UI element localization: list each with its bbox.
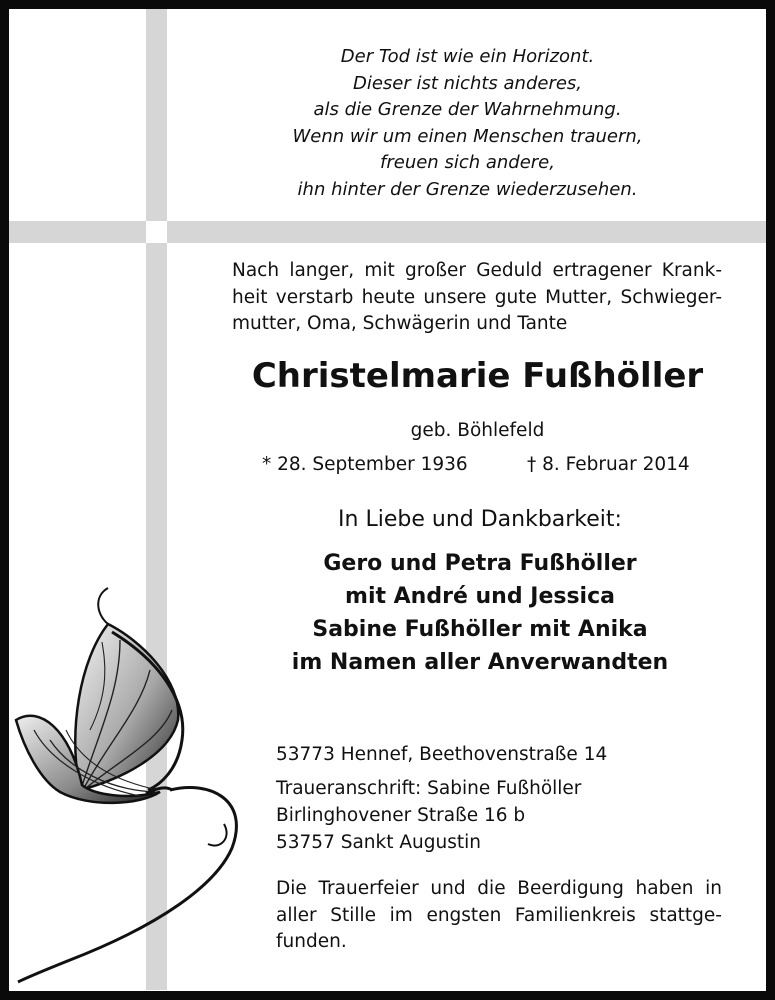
- closing-line: funden.: [276, 931, 347, 952]
- family-line: mit André und Jessica: [345, 584, 615, 609]
- butterfly-icon: [10, 580, 250, 990]
- closing-line: Die Trauerfeier und die Beerdigung haben in: [276, 878, 722, 899]
- family-line: Sabine Fußhöller mit Anika: [312, 617, 648, 642]
- deceased-name: Christelmarie Fußhöller: [251, 356, 704, 396]
- poem-line: ihn hinter der Grenze wiederzusehen.: [297, 178, 638, 200]
- birth-date: * 28. September 1936: [262, 454, 468, 475]
- mourning-address-line: Birlinghovener Straße 16 b: [276, 805, 526, 826]
- mourning-address: [276, 775, 581, 856]
- poem-line: Dieser ist nichts anderes,: [352, 72, 583, 94]
- intro-line: mutter, Oma, Schwägerin und Tante: [232, 313, 568, 334]
- family-line: im Namen aller Anverwandten: [291, 650, 669, 675]
- death-date: † 8. Februar 2014: [527, 454, 690, 475]
- mourning-address-line: 53757 Sankt Augustin: [276, 832, 481, 853]
- mourning-address-line: Traueranschrift: Sabine Fußhöller: [276, 778, 582, 799]
- poem-line: Der Tod ist wie ein Horizont.: [340, 46, 595, 67]
- family-line: Gero und Petra Fußhöller: [323, 551, 637, 576]
- poem-line: als die Grenze der Wahrnehmung.: [313, 99, 622, 120]
- intro-text: [232, 258, 722, 338]
- family-list: [200, 547, 760, 679]
- home-address: 53773 Hennef, Beethovenstraße 14: [276, 744, 608, 765]
- closing-line: aller Stille im engsten Familienkreis stattge-: [276, 904, 722, 926]
- love-line: In Liebe und Dankbarkeit:: [338, 507, 622, 532]
- closing-text: [276, 876, 722, 956]
- intro-line: heit verstarb heute unsere gute Mutter, Schwieger-: [232, 286, 722, 308]
- cross-icon-center: [146, 221, 167, 243]
- maiden-name: geb. Böhlefeld: [410, 420, 545, 441]
- intro-line: Nach langer, mit großer Geduld ertragener Krank-: [232, 260, 722, 281]
- poem-line: freuen sich andere,: [380, 152, 555, 173]
- cross-icon-horizontal-bar: [9, 221, 766, 243]
- poem-line: Wenn wir um einen Menschen trauern,: [292, 125, 643, 147]
- poem: [270, 44, 665, 203]
